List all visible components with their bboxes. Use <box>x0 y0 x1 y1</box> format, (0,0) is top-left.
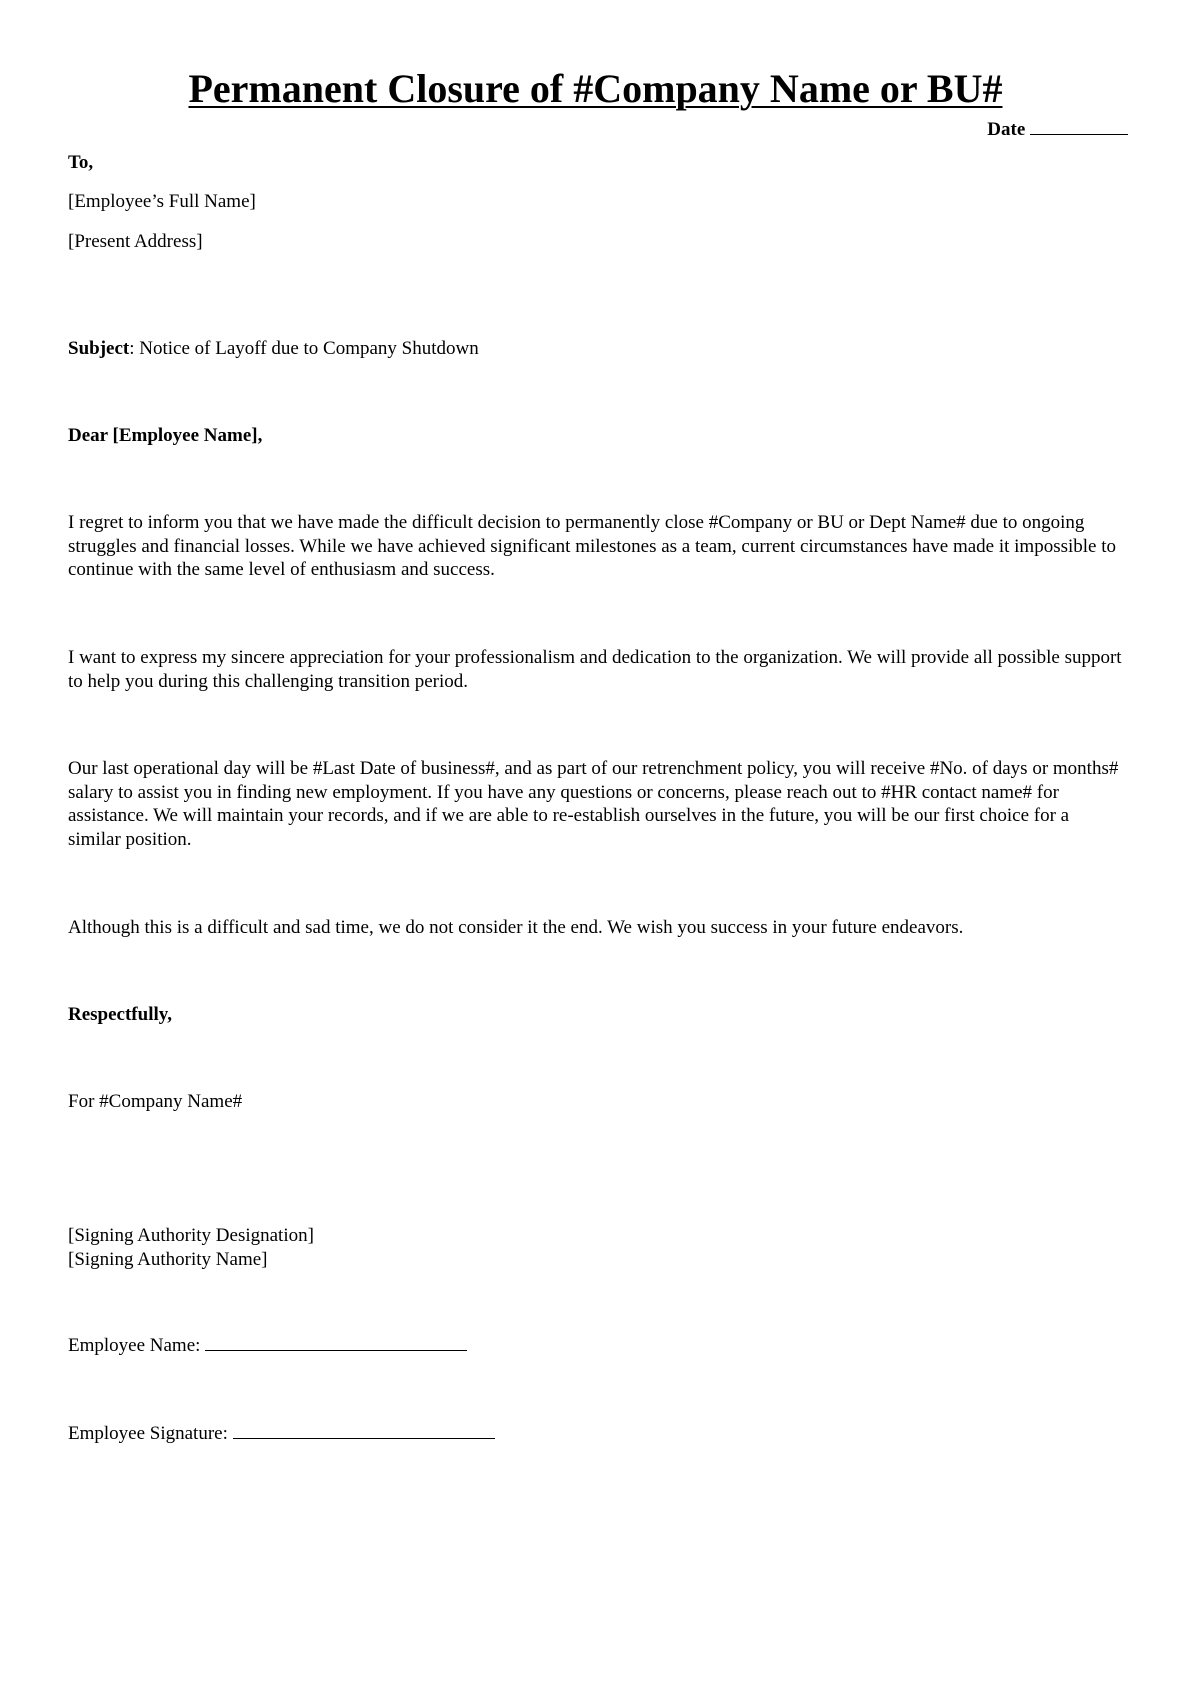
date-blank-line <box>1030 118 1128 135</box>
employee-signature-field <box>68 1422 495 1446</box>
employee-name-label: Employee Name: <box>68 1335 201 1356</box>
employee-signature-label: Employee Signature: <box>68 1423 228 1444</box>
paragraph-1: I regret to inform you that we have made the difficult decision to permanently close #Company or BU or Dept Name# due to ongoing struggles and financial losses. While we have achieved significant milestones as a team, current circumstances have made it impossible to continue with the same level of enthusiasm and success. <box>68 512 1117 580</box>
signing-authority-designation: [Signing Authority Designation] <box>68 1225 314 1246</box>
employee-name-blank-line <box>205 1334 467 1351</box>
salutation-to: To, <box>68 152 94 173</box>
subject-line <box>68 337 479 361</box>
company-line: For #Company Name# <box>68 1091 243 1112</box>
employee-name-field <box>68 1334 467 1358</box>
subject-text: : Notice of Layoff due to Company Shutdown <box>129 338 479 359</box>
date-label: Date <box>987 119 1026 140</box>
paragraph-4: Although this is a difficult and sad time, we do not consider it the end. We wish you success in your future endeavors. <box>68 917 964 938</box>
paragraph-3: Our last operational day will be #Last Date of business#, and as part of our retrenchment policy, you will receive #No. of days or months# salary to assist you in finding new employment. If you have any questions or concerns, please reach out to #HR contact name# for assistance. We will maintain your records, and if we are able to re-establish ourselves in the future, you will be our first choice for a similar position. <box>68 758 1119 850</box>
paragraph-2: I want to express my sincere appreciation for your professionalism and dedication to the organization. We will provide all possible support to help you during this challenging transition period. <box>68 647 1122 692</box>
present-address: [Present Address] <box>68 231 203 252</box>
employee-full-name: [Employee’s Full Name] <box>68 191 256 212</box>
subject-label: Subject <box>68 338 130 359</box>
date-field <box>987 118 1128 141</box>
greeting: Dear [Employee Name], <box>68 425 263 446</box>
closing: Respectfully, <box>68 1004 172 1025</box>
employee-signature-blank-line <box>233 1422 495 1439</box>
signing-authority-name: [Signing Authority Name] <box>68 1249 268 1270</box>
page-title: Permanent Closure of #Company Name or BU# <box>188 66 1003 111</box>
